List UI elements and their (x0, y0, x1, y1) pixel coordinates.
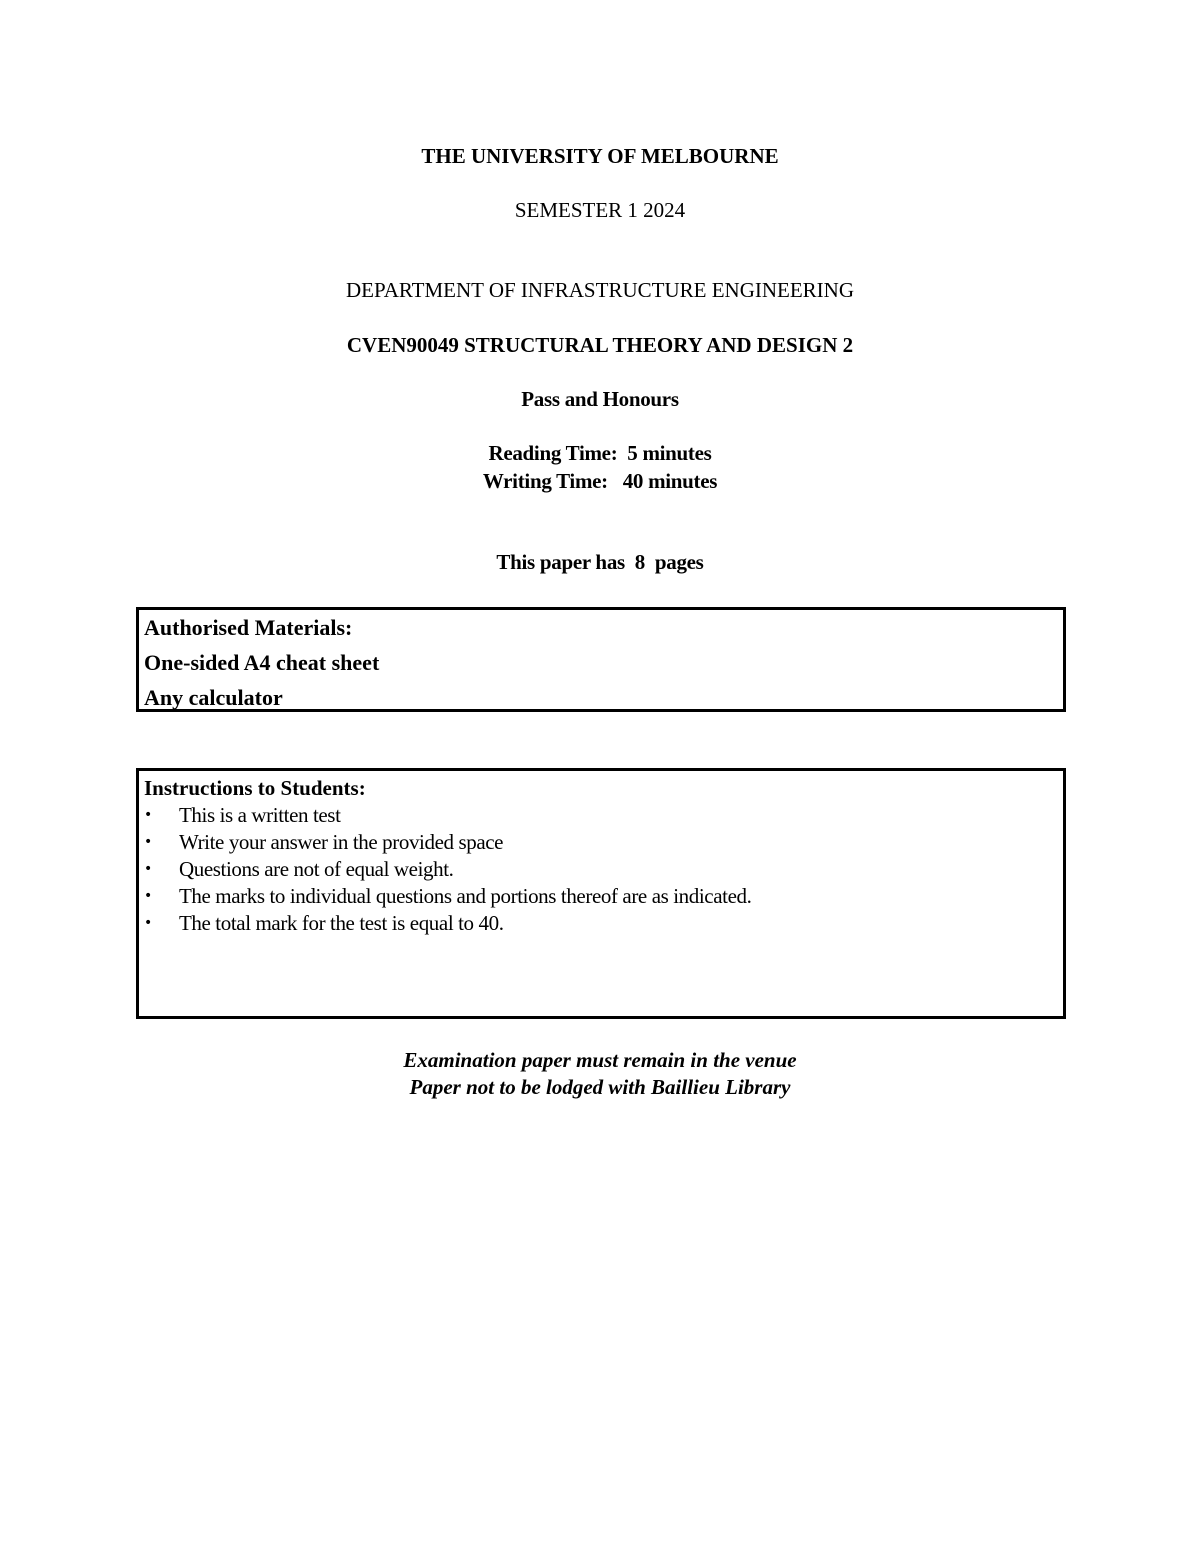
footer-venue-notice: Examination paper must remain in the venue (403, 1048, 797, 1072)
department-label: DEPARTMENT OF INFRASTRUCTURE ENGINEERING (345, 278, 855, 302)
instructions-box (136, 768, 1066, 1019)
bullet-icon: • (144, 807, 153, 823)
instructions-title: Instructions to Students: (144, 776, 366, 800)
university-title: THE UNIVERSITY OF MELBOURNE (421, 144, 779, 168)
course-title: CVEN90049 STRUCTURAL THEORY AND DESIGN 2 (346, 333, 854, 357)
authorised-materials-title: Authorised Materials: (144, 615, 353, 640)
instruction-text: The marks to individual questions and portions thereof are as indicated. (179, 884, 752, 908)
bullet-icon: • (144, 915, 153, 931)
authorised-material-item: Any calculator (144, 685, 283, 710)
stream-label: Pass and Honours (521, 387, 679, 411)
semester-label: SEMESTER 1 2024 (514, 198, 686, 222)
authorised-material-item: One-sided A4 cheat sheet (144, 650, 380, 675)
authorised-materials-box (136, 607, 1066, 712)
instruction-text: This is a written test (179, 803, 341, 827)
page-count-note: This paper has 8 pages (496, 550, 704, 574)
writing-time: Writing Time: 40 minutes (482, 469, 718, 493)
footer-library-notice: Paper not to be lodged with Baillieu Library (409, 1075, 791, 1099)
bullet-icon: • (144, 834, 153, 850)
instruction-text: Write your answer in the provided space (179, 830, 504, 854)
instruction-text: The total mark for the test is equal to 40. (179, 911, 504, 935)
instruction-text: Questions are not of equal weight. (179, 857, 454, 881)
bullet-icon: • (144, 861, 153, 877)
reading-time: Reading Time: 5 minutes (488, 441, 712, 465)
bullet-icon: • (144, 888, 153, 904)
